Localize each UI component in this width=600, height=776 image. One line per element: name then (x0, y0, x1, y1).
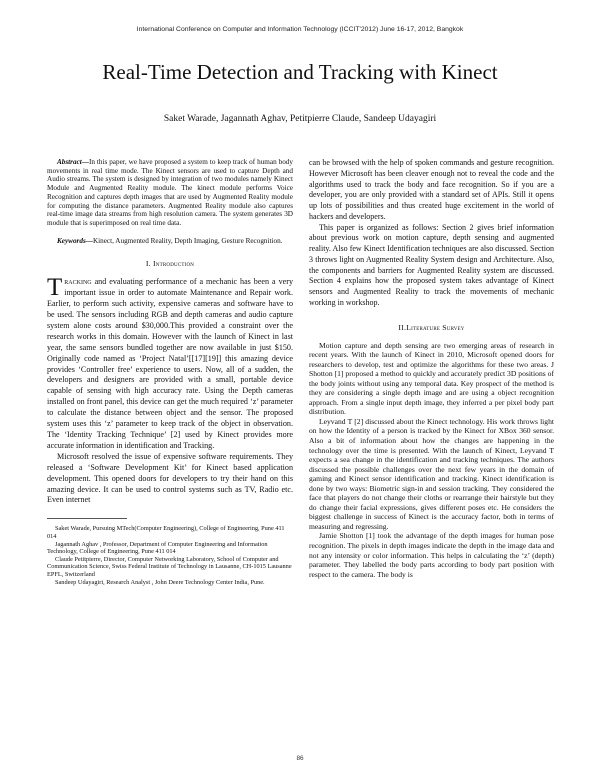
footnote-divider (47, 518, 127, 519)
section-number: I. (145, 259, 153, 269)
paper-title: Real-Time Detection and Tracking with Kinect (102, 60, 498, 84)
section-heading-literature-survey (309, 323, 554, 332)
author-list: Saket Warade, Jagannath Aghav, Petitpierre Claude, Sandeep Udayagiri (163, 114, 437, 124)
intro-paragraph-2: Microsoft resolved the issue of expensive software requirements. They released a ‘Software Development Kit’ for Kinect based application development. This opened doors for developers to try their hand on this amazing device. It can be used to control systems such as TV, Radio etc. Even internet (47, 451, 293, 505)
intro-paragraph-continued: can be browsed with the help of spoken commands and gesture recognition. However Microsoft has been cleaver enough not to reveal the code and the algorithms used to track the body and face recognition. So if you are a developer, you are only provided with a standard set of APIs. Still it opens up lots of possibilities and thus created huge excitement in the world of hackers and developers. (309, 158, 554, 221)
conference-header: International Conference on Computer and Information Technology (ICCIT'2012) June 16-17, 2012, Bangkok (136, 26, 464, 33)
abstract (47, 158, 293, 228)
literature-paragraph-3: Jamie Shotton [1] took the advantage of the depth images for human pose recognition. The pixels in depth images indicate the depth in the image data and not any intensity or color information. This helps in calculating the ‘z’ (depth) parameter. They labelled the body parts according to body part position with respect to the camera. The body is (309, 531, 554, 579)
intro-paragraph-1-text: and evaluating performance of a mechanic has been a very important issue in order to automate Maintenance and Repair work. Earlier, to perform such activity, expensive cameras and software have to be used. The sensors including RGB and depth cameras and audio capture system alone costs around $30,000.This provided a constraint over the research works in this domain. However with the launch of Kinect in last year, the same sensors bundled together are now available in just $150. Originally code named as ‘Project Natal’[[17][19]] this amazing device provides ‘Controller free’ experience to users. Now, all of a sudden, the developers and designers are provided with a small, portable device capable of sensing with high accuracy rate. Using the Depth cameras installed on front panel, this device can get the much required ‘z’ parameter to calculate the distance between object and the sensor. The proposed system uses this ‘z’ parameter to keep track of the object in observation. The ‘Identity Tracking Technique’ [2] used by Kinect provides more accurate information in identification and Tracking. (47, 277, 293, 450)
paper-organization-paragraph: This paper is organized as follows: Section 2 gives brief information about previous work on motion capture, depth sensing and augmented reality. Also few Kinect Identification techniques are also discussed. Section 3 throws light on Augmented Reality System design and Architecture. Also, the components and barriers for Augmented Reality system are discussed. Section 4 explains how the proposed system takes advantage of Kinect sensors and Augmented Reality to track the movements of mechanic working in workshop. (309, 222, 554, 307)
keywords-text: Kinect, Augmented Reality, Depth Imaging, Gesture Recognition. (92, 236, 283, 245)
section-2-number: II. (398, 322, 407, 332)
section-2-title: Literature Survey (406, 322, 465, 332)
footnote-author-3: Claude Petitpierre, Director, Computer Networking Laboratory, School of Computer and Communication Science, Swiss Federal Institute of Technology in Lausanne, CH-1015 Lausanne EPFL, Switzerland (47, 555, 292, 578)
literature-paragraph-1: Motion capture and depth sensing are two emerging areas of research in recent years. With the launch of Kinect in 2010, Microsoft opened doors for researchers to develop, test and optimize the algorithms for these two areas. J Shotton [1] proposed a method to quickly and accurately predict 3D positions of the body joints without using any temporal data. Key prospect of the method is they are considering a single depth image and are using a object recognition approach. From a single input depth image, they inferred a per pixel body part distribution. (309, 340, 554, 417)
left-column (47, 158, 293, 718)
keywords-label: Keywords— (57, 236, 93, 245)
drop-cap: T (47, 274, 63, 302)
keywords (47, 237, 293, 246)
page-number: 86 (296, 755, 304, 762)
footnote-author-4: Sandeep Udayagiri, Research Analyst , John Deere Technology Center India, Pune. (55, 578, 265, 586)
footnote-author-2: Jagannath Aghav , Professor, Department of Computer Engineering and Information Technology, College of Engineering, Pune 411 014 (47, 540, 268, 556)
right-column (309, 158, 554, 758)
footnote-author-1: Saket Warade, Pursuing MTech(Computer Engineering), College of Engineering, Pune 411 014 (47, 525, 285, 540)
literature-paragraph-2: Leyvand T [2] discussed about the Kinect technology. His work throws light on how the Identity of a person is tracked by the Kinect for XBox 360 sensor. Also a bit of information about how the changes are happening in the technology over the time is presented. With the launch of Kinect, Leyvand T expects a sea change in the identification and tracking techniques. The authors discussed the possible challenges over the next few years in the domain of gaming and Kinect sensor identification and tracking. Kinect identification is done by two ways: Biometric sign-in and session tracking. They considered the face that players do not change their cloths or rearrange their hairstyle but they do change their facial expressions, gives different poses etc. He considers the biggest challenge in success of Kinect is the accuracy factor, both in terms of measuring and regressing. (309, 416, 554, 531)
intro-lead-word: racking (64, 277, 92, 287)
abstract-label: Abstract— (57, 158, 89, 166)
section-title: Introduction (153, 259, 195, 269)
abstract-text: In this paper, we have proposed a system to keep track of human body movements in real time mode. The Kinect sensors are used to capture Depth and Audio streams. The system is designed by integration of two modules namely Kinect Module and Augmented Reality module. The kinect module performs Voice Recognition and captures depth images that are used by Augmented Reality module for computing the distance parameters. Augmented Reality module also captures real-time image data streams from high resolution camera. The system generates 3D module that is superimposed on real time data. (47, 158, 293, 227)
intro-paragraph-1 (47, 274, 293, 452)
section-heading-introduction (47, 259, 293, 268)
